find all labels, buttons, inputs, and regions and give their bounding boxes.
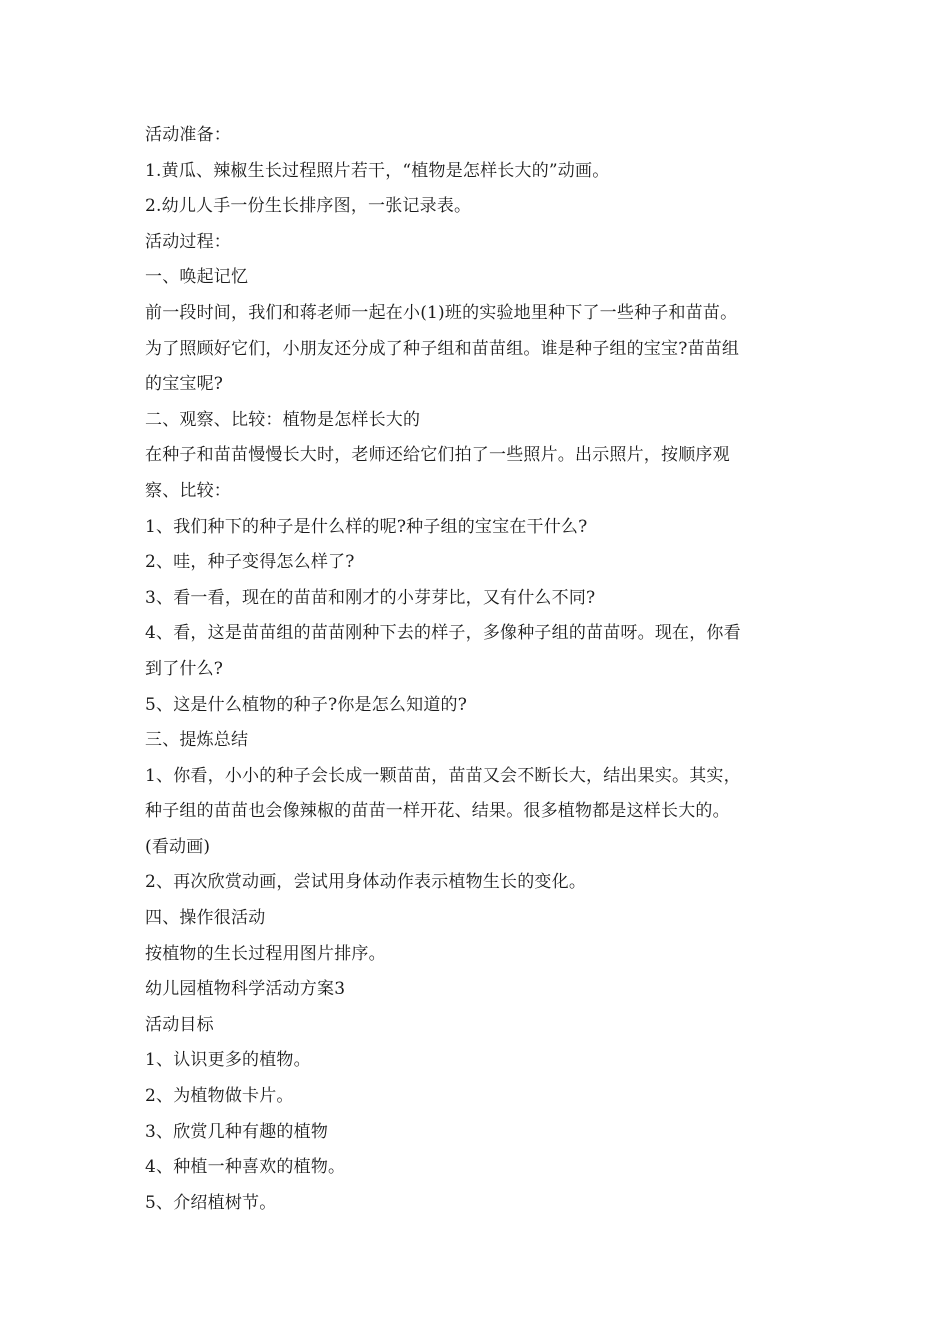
list-item: 4、看，这是苗苗组的苗苗刚种下去的样子，多像种子组的苗苗呀。现在，你看 [145, 623, 741, 644]
list-item: 1、我们种下的种子是什么样的呢?种子组的宝宝在干什么? [145, 516, 588, 537]
list-item: 3、看一看，现在的苗苗和刚才的小芽芽比，又有什么不同? [145, 587, 596, 608]
text-line: 到了什么? [145, 658, 224, 679]
text-line: 在种子和苗苗慢慢长大时，老师还给它们拍了一些照片。出示照片，按顺序观 [145, 445, 730, 466]
section-heading: 三、提炼总结 [145, 730, 249, 751]
list-item: 2、哇，种子变得怎么样了? [145, 552, 355, 573]
text-line: 前一段时间，我们和蒋老师一起在小(1)班的实验地里种下了一些种子和苗苗。 [145, 302, 738, 323]
text-line: 的宝宝呢? [145, 374, 224, 395]
list-item: 2、再次欣赏动画，尝试用身体动作表示植物生长的变化。 [145, 872, 587, 893]
list-item: 3、欣赏几种有趣的植物 [145, 1121, 329, 1142]
text-line: 察、比较： [145, 480, 231, 501]
text-line: 为了照顾好它们，小朋友还分成了种子组和苗苗组。谁是种子组的宝宝?苗苗组 [145, 338, 740, 359]
list-item: 2、为植物做卡片。 [145, 1086, 294, 1107]
list-item: 1、你看，小小的种子会长成一颗苗苗，苗苗又会不断长大，结出果实。其实， [145, 765, 741, 786]
section-heading: 四、操作很活动 [145, 908, 266, 929]
document-body [145, 118, 810, 1221]
text-line: 种子组的苗苗也会像辣椒的苗苗一样开花、结果。很多植物都是这样长大的。 [145, 801, 730, 822]
section-heading: 活动过程： [145, 231, 231, 252]
document-title: 幼儿园植物科学活动方案3 [145, 979, 346, 1000]
list-item: 5、这是什么植物的种子?你是怎么知道的? [145, 694, 468, 715]
text-line: 活动准备： [145, 125, 231, 145]
section-heading: 一、唤起记忆 [145, 267, 249, 288]
section-heading: 二、观察、比较：植物是怎样长大的 [145, 409, 421, 430]
section-heading: 活动目标 [145, 1014, 214, 1035]
list-item: 5、介绍植树节。 [145, 1192, 277, 1213]
list-item: 4、种植一种喜欢的植物。 [145, 1157, 346, 1178]
text-line: 按植物的生长过程用图片排序。 [145, 943, 386, 964]
list-item: 1、认识更多的植物。 [145, 1050, 311, 1071]
text-line: 1.黄瓜、辣椒生长过程照片若干，“植物是怎样长大的”动画。 [145, 160, 610, 181]
text-line: 2.幼儿人手一份生长排序图，一张记录表。 [145, 196, 472, 217]
text-line: (看动画) [145, 836, 211, 857]
